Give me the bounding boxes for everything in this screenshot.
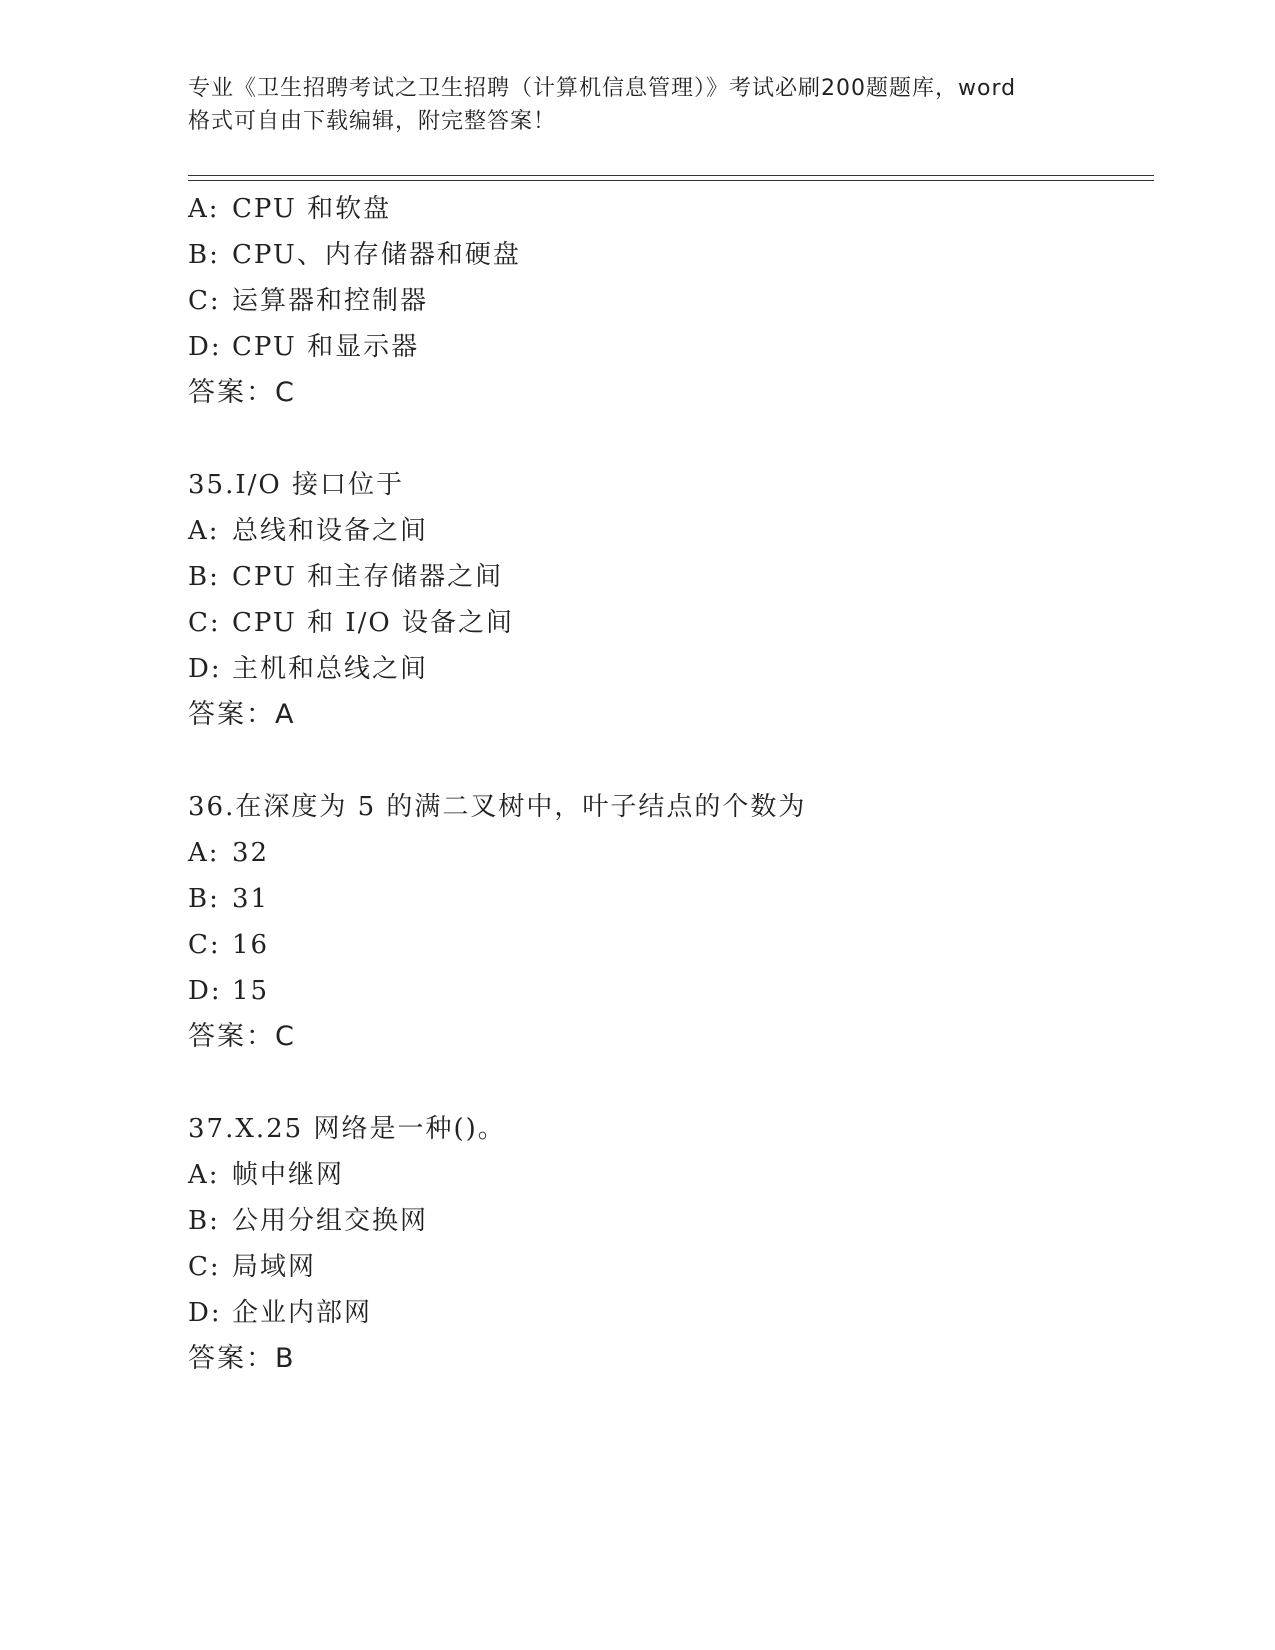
question-block — [188, 462, 1148, 738]
option-c: C: CPU 和 I/O 设备之间 — [188, 608, 514, 638]
option-b: B: 公用分组交换网 — [188, 1206, 429, 1236]
option-b: B: 31 — [188, 884, 270, 914]
answer: 答案：A — [188, 699, 296, 730]
option-d: D: 主机和总线之间 — [188, 654, 429, 684]
option-d: D: CPU 和显示器 — [188, 332, 420, 362]
question-block — [188, 784, 1148, 1060]
header-divider-bottom — [188, 180, 1154, 181]
option-a: A: 32 — [188, 838, 270, 868]
option-c: C: 16 — [188, 930, 270, 960]
question-text: 36.在深度为 5 的满二叉树中，叶子结点的个数为 — [188, 792, 807, 822]
option-c: C: 局域网 — [188, 1252, 317, 1282]
document-header — [188, 72, 1088, 138]
option-c: C: 运算器和控制器 — [188, 286, 429, 316]
question-text: 37.X.25 网络是一种()。 — [188, 1114, 506, 1144]
option-b: B: CPU 和主存储器之间 — [188, 562, 504, 592]
option-a: A: CPU 和软盘 — [188, 194, 392, 224]
question-block — [188, 1106, 1148, 1382]
question-text: 35.I/O 接口位于 — [188, 470, 404, 500]
answer: 答案：B — [188, 1343, 296, 1374]
question-block — [188, 186, 1148, 416]
header-divider-top — [188, 175, 1154, 176]
header-line-2: 格式可自由下载编辑，附完整答案！ — [188, 109, 557, 134]
option-a: A: 总线和设备之间 — [188, 516, 429, 546]
option-a: A: 帧中继网 — [188, 1160, 345, 1190]
option-b: B: CPU、内存储器和硬盘 — [188, 240, 521, 270]
option-d: D: 企业内部网 — [188, 1298, 373, 1328]
answer: 答案：C — [188, 1021, 296, 1052]
answer: 答案：C — [188, 377, 296, 408]
question-list — [188, 186, 1148, 1382]
header-line-1: 专业《卫生招聘考试之卫生招聘（计算机信息管理）》考试必刷200题题库，word — [188, 76, 1017, 101]
option-d: D: 15 — [188, 976, 270, 1006]
